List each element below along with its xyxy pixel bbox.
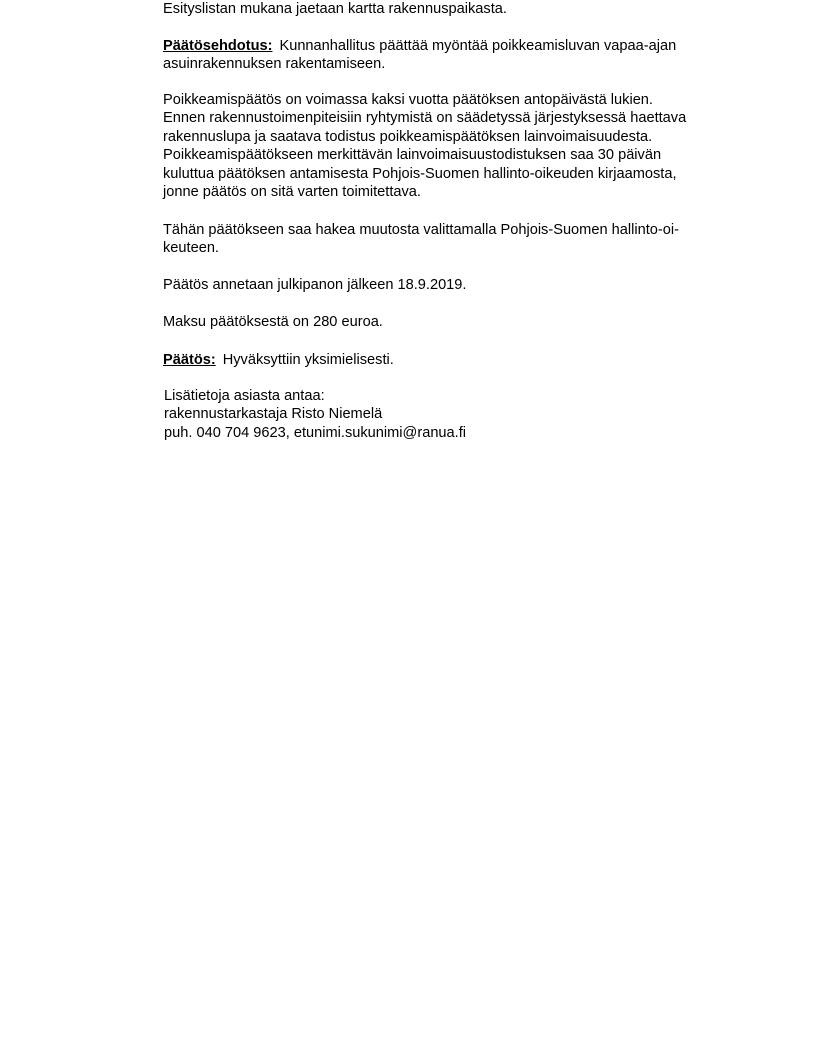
validity-paragraph [163,91,686,201]
contact-block [164,387,466,442]
fee-paragraph [163,313,383,331]
contact-details: puh. 040 704 9623, etunimi.sukunimi@ranua.fi [164,424,467,441]
validity-line: Ennen rakennustoimenpiteisiin ryhtymistä on säädetyssä järjestyksessä haettava [163,110,687,127]
proposal-label: Päätösehdotus: [163,38,273,54]
proposal-line-2: asuinrakennuksen rakentamiseen. [163,56,386,73]
contact-person: rakennustarkastaja Risto Niemelä [164,406,383,423]
proposal-text-1: Kunnanhallitus päättää myöntää poikkeamisluvan vapaa-ajan [279,38,677,54]
issued-line: Päätös annetaan julkipanon jälkeen 18.9.2019. [163,277,467,293]
appeal-line: keuteen. [163,240,219,257]
validity-line: Poikkeamispäätökseen merkittävän lainvoimaisuustodistuksen saa 30 päivän [163,147,662,164]
decision-paragraph [163,351,394,369]
validity-line: Poikkeamispäätös on voimassa kaksi vuotta päätöksen antopäivästä lukien. [163,92,653,108]
validity-line: jonne päätös on sitä varten toimitettava. [163,184,421,201]
validity-line: rakennuslupa ja saatava todistus poikkeamispäätöksen lainvoimaisuudesta. [163,128,653,145]
decision-label: Päätös: [163,352,216,368]
intro-paragraph [163,0,507,18]
decision-text: Hyväksyttiin yksimielisesti. [222,352,394,368]
proposal-line-1 [163,37,676,55]
appeal-paragraph [163,221,679,258]
proposal-paragraph [163,37,676,74]
issued-paragraph [163,276,466,294]
decision-line [163,351,394,369]
intro-line: Esityslistan mukana jaetaan kartta rakennuspaikasta. [163,1,507,17]
contact-heading: Lisätietoja asiasta antaa: [164,388,325,404]
fee-line: Maksu päätöksestä on 280 euroa. [163,314,383,330]
appeal-line: Tähän päätökseen saa hakea muutosta valittamalla Pohjois-Suomen hallinto-oi- [163,222,679,238]
validity-line: kuluttua päätöksen antamisesta Pohjois-Suomen hallinto-oikeuden kirjaamosta, [163,165,677,182]
